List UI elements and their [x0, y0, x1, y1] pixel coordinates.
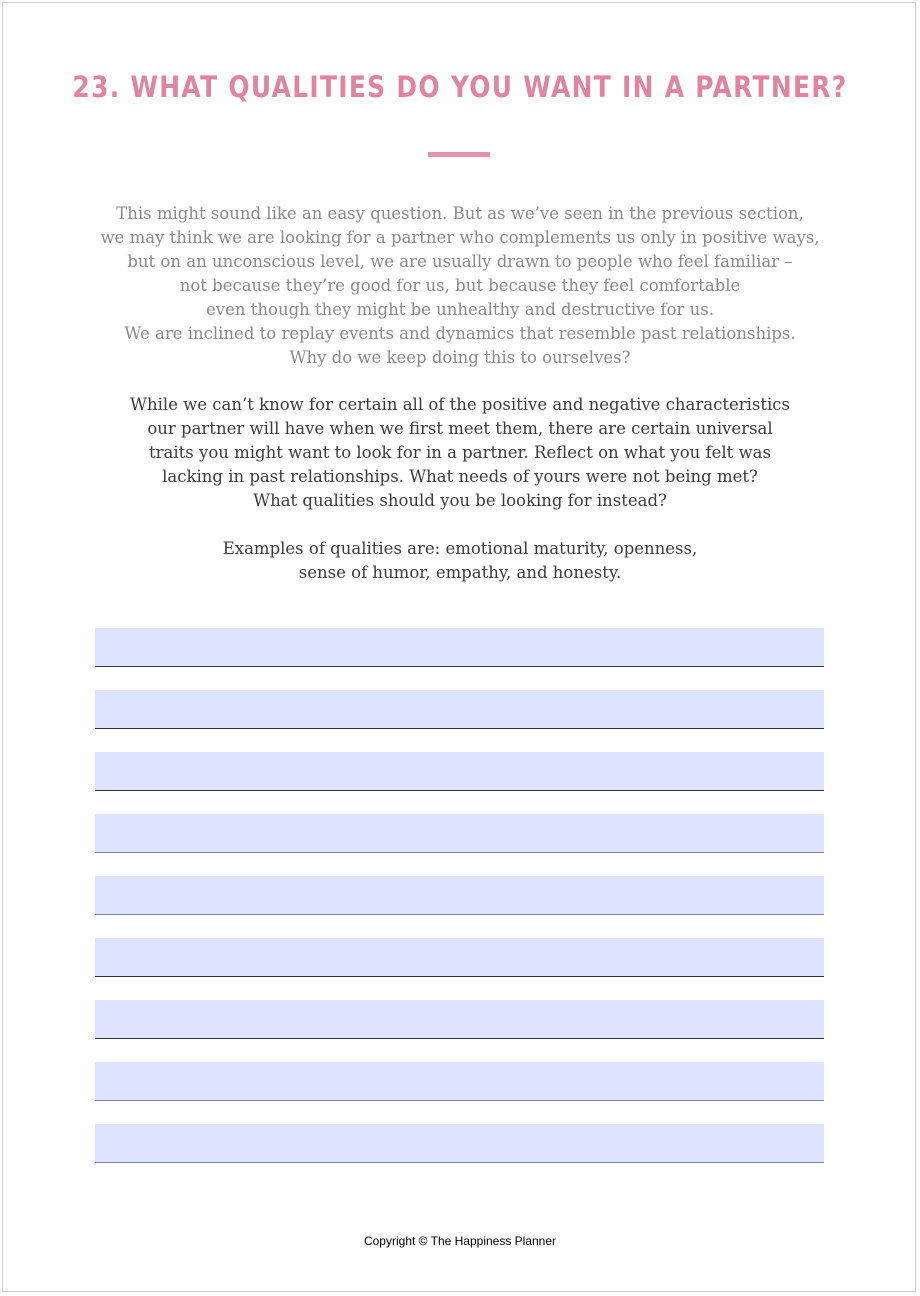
reflect-line: lacking in past relationships. What needs of yours were not being met?	[162, 467, 758, 486]
reflect-line: While we can’t know for certain all of the positive and negative characteristics	[130, 395, 790, 414]
copyright-footer: Copyright © The Happiness Planner	[363, 1234, 557, 1248]
writing-line-5[interactable]	[95, 876, 824, 915]
writing-line-1[interactable]	[95, 628, 824, 667]
writing-line-2[interactable]	[95, 690, 824, 729]
page-title: 23. WHAT QUALITIES DO YOU WANT IN A PARTNER?	[72, 70, 848, 104]
writing-line-7[interactable]	[95, 1000, 824, 1039]
writing-area	[95, 628, 824, 1186]
intro-line: Why do we keep doing this to ourselves?	[289, 348, 631, 367]
intro-line: not because they’re good for us, but because they feel comfortable	[179, 276, 741, 295]
intro-paragraph	[60, 202, 860, 370]
writing-line-8[interactable]	[95, 1062, 824, 1101]
examples-line: Examples of qualities are: emotional maturity, openness,	[222, 539, 698, 558]
reflect-line: traits you might want to look for in a partner. Reflect on what you felt was	[149, 443, 771, 462]
intro-line: but on an unconscious level, we are usually drawn to people who feel familiar –	[127, 252, 793, 271]
reflect-paragraph	[60, 393, 860, 513]
examples-line: sense of humor, empathy, and honesty.	[298, 563, 622, 582]
reflect-line: What qualities should you be looking for instead?	[253, 491, 667, 510]
intro-line: even though they might be unhealthy and destructive for us.	[206, 300, 714, 319]
writing-line-6[interactable]	[95, 938, 824, 977]
intro-line: we may think we are looking for a partner who complements us only in positive ways,	[100, 228, 820, 247]
intro-line: This might sound like an easy question. But as we’ve seen in the previous section,	[116, 204, 804, 223]
writing-line-3[interactable]	[95, 752, 824, 791]
examples-paragraph	[60, 537, 860, 585]
reflect-line: our partner will have when we first meet them, there are certain universal	[147, 419, 773, 438]
writing-line-4[interactable]	[95, 814, 824, 853]
title-divider	[428, 152, 490, 157]
writing-line-9[interactable]	[95, 1124, 824, 1163]
intro-line: We are inclined to replay events and dynamics that resemble past relationships.	[124, 324, 796, 343]
